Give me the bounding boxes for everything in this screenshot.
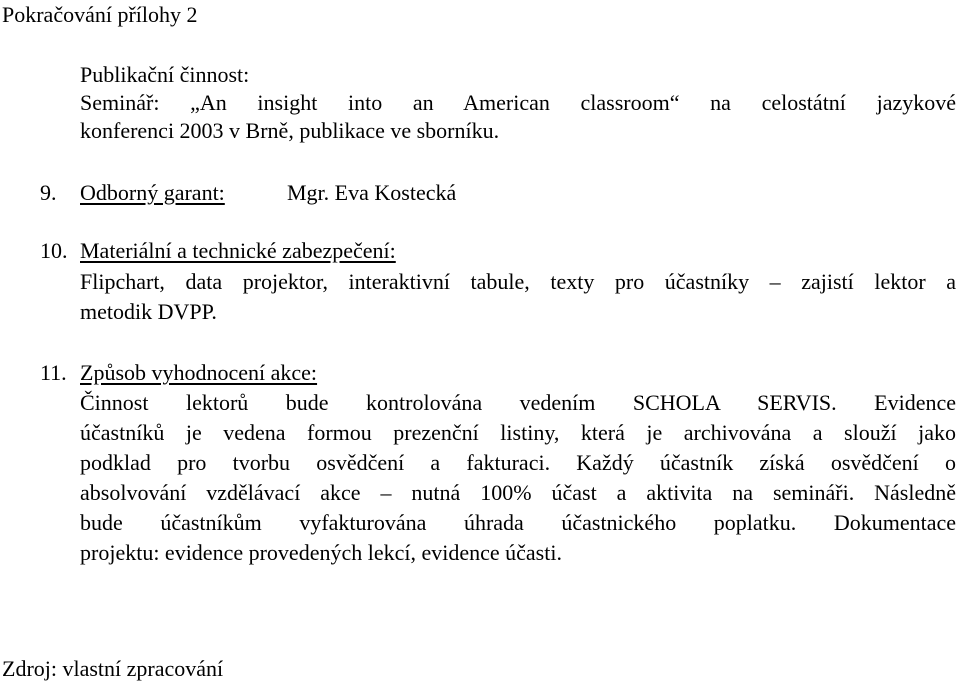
section-11-line-1: Činnost lektorů bude kontrolována vedením SCHOLA SERVIS. Evidence xyxy=(80,390,956,415)
section-11-line-3: podklad pro tvorbu osvědčení a fakturaci. Každý účastník získá osvědčení o xyxy=(80,450,956,475)
page-header: Pokračování přílohy 2 xyxy=(2,2,198,27)
section-10-line-2: metodik DVPP. xyxy=(80,299,217,324)
section-10-line-1: Flipchart, data projektor, interaktivní tabule, texty pro účastníky – zajistí lektor a xyxy=(80,269,956,294)
publications-line-2: konferenci 2003 v Brně, publikace ve sborníku. xyxy=(80,118,500,143)
section-11-number: 11. xyxy=(40,360,67,385)
section-11-heading: Způsob vyhodnocení akce: xyxy=(80,360,318,385)
publications-line-1: Seminář: „An insight into an American classroom“ na celostátní jazykové xyxy=(80,90,956,115)
section-9-heading: Odborný garant: xyxy=(80,180,225,205)
publications-label: Publikační činnost: xyxy=(80,62,250,87)
section-9-value: Mgr. Eva Kostecká xyxy=(287,180,457,205)
section-11-line-5: bude účastníkům vyfakturována úhrada účastnického poplatku. Dokumentace xyxy=(80,510,956,535)
section-10-number: 10. xyxy=(40,238,68,263)
section-11-line-2: účastníků je vedena formou prezenční listiny, která je archivována a slouží jako xyxy=(80,420,956,445)
section-10-heading: Materiální a technické zabezpečení: xyxy=(80,238,396,263)
section-11-line-4: absolvování vzdělávací akce – nutná 100% účast a aktivita na semináři. Následně xyxy=(80,480,956,505)
source-note: Zdroj: vlastní zpracování xyxy=(2,656,224,681)
section-11-line-6: projektu: evidence provedených lekcí, evidence účasti. xyxy=(80,540,562,565)
section-9-number: 9. xyxy=(40,180,57,205)
